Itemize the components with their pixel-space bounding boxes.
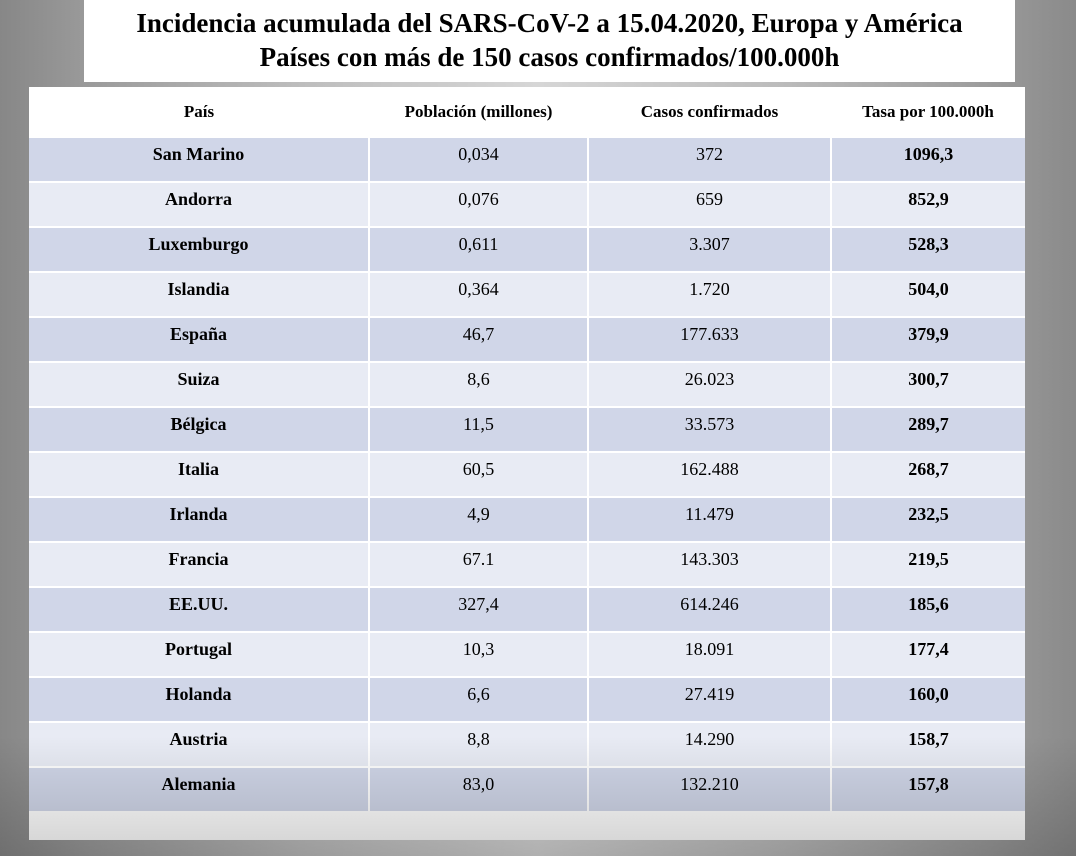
- table-row: [29, 632, 1025, 677]
- table-row: [29, 722, 1025, 767]
- table-cell-rate: 185,6: [831, 587, 1025, 632]
- table-cell-cases: 143.303: [588, 542, 831, 587]
- table-cell-population: 0,034: [369, 137, 588, 182]
- table-row: [29, 317, 1025, 362]
- table-cell-population: 8,6: [369, 362, 588, 407]
- table-cell-rate: 177,4: [831, 632, 1025, 677]
- table-cell-cases: 659: [588, 182, 831, 227]
- table-cell-cases: 162.488: [588, 452, 831, 497]
- chart-subtitle: Países con más de 150 casos confirmados/100.000h: [259, 42, 840, 72]
- table-cell-country: Austria: [29, 722, 369, 767]
- table-cell-cases: 11.479: [588, 497, 831, 542]
- table-cell-population: 67.1: [369, 542, 588, 587]
- table-cell-country: Francia: [29, 542, 369, 587]
- table-cell-population: 60,5: [369, 452, 588, 497]
- table-cell-country: Bélgica: [29, 407, 369, 452]
- table-cell-country: España: [29, 317, 369, 362]
- table-cell-cases: 33.573: [588, 407, 831, 452]
- column-header-country: País: [29, 87, 369, 137]
- table-cell-country: EE.UU.: [29, 587, 369, 632]
- incidence-table: [29, 87, 1025, 813]
- column-header-rate: Tasa por 100.000h: [831, 87, 1025, 137]
- table-cell-population: 83,0: [369, 767, 588, 812]
- table-row: [29, 542, 1025, 587]
- table-cell-population: 8,8: [369, 722, 588, 767]
- table-cell-cases: 26.023: [588, 362, 831, 407]
- table-cell-country: Islandia: [29, 272, 369, 317]
- table-cell-population: 11,5: [369, 407, 588, 452]
- table-cell-rate: 232,5: [831, 497, 1025, 542]
- table-row: [29, 182, 1025, 227]
- table-cell-country: Suiza: [29, 362, 369, 407]
- table-cell-country: Irlanda: [29, 497, 369, 542]
- table-cell-population: 10,3: [369, 632, 588, 677]
- table-cell-cases: 614.246: [588, 587, 831, 632]
- table-cell-population: 0,611: [369, 227, 588, 272]
- table-cell-country: San Marino: [29, 137, 369, 182]
- data-table-container: [29, 87, 1025, 840]
- table-cell-population: 4,9: [369, 497, 588, 542]
- table-row: [29, 587, 1025, 632]
- table-row: [29, 677, 1025, 722]
- table-row: [29, 272, 1025, 317]
- column-header-population: Población (millones): [369, 87, 588, 137]
- table-cell-cases: 3.307: [588, 227, 831, 272]
- table-cell-rate: 289,7: [831, 407, 1025, 452]
- table-cell-population: 0,076: [369, 182, 588, 227]
- table-header-row: [29, 87, 1025, 137]
- table-cell-cases: 18.091: [588, 632, 831, 677]
- table-row: [29, 407, 1025, 452]
- table-cell-country: Alemania: [29, 767, 369, 812]
- table-row: [29, 452, 1025, 497]
- table-cell-rate: 1096,3: [831, 137, 1025, 182]
- table-cell-cases: 14.290: [588, 722, 831, 767]
- table-row: [29, 227, 1025, 272]
- table-cell-cases: 372: [588, 137, 831, 182]
- table-cell-country: Holanda: [29, 677, 369, 722]
- table-cell-country: Italia: [29, 452, 369, 497]
- table-cell-cases: 1.720: [588, 272, 831, 317]
- table-cell-rate: 157,8: [831, 767, 1025, 812]
- table-row: [29, 137, 1025, 182]
- table-cell-rate: 219,5: [831, 542, 1025, 587]
- table-cell-cases: 132.210: [588, 767, 831, 812]
- table-row: [29, 362, 1025, 407]
- table-cell-country: Portugal: [29, 632, 369, 677]
- chart-title: Incidencia acumulada del SARS-CoV-2 a 15.04.2020, Europa y América: [136, 8, 963, 38]
- column-header-cases: Casos confirmados: [588, 87, 831, 137]
- table-cell-rate: 379,9: [831, 317, 1025, 362]
- table-row: [29, 767, 1025, 812]
- table-row: [29, 497, 1025, 542]
- table-cell-rate: 504,0: [831, 272, 1025, 317]
- table-cell-rate: 300,7: [831, 362, 1025, 407]
- table-cell-rate: 268,7: [831, 452, 1025, 497]
- table-cell-country: Andorra: [29, 182, 369, 227]
- table-cell-population: 0,364: [369, 272, 588, 317]
- table-cell-cases: 177.633: [588, 317, 831, 362]
- table-cell-population: 327,4: [369, 587, 588, 632]
- table-cell-rate: 160,0: [831, 677, 1025, 722]
- table-cell-population: 6,6: [369, 677, 588, 722]
- table-cell-population: 46,7: [369, 317, 588, 362]
- table-cell-rate: 852,9: [831, 182, 1025, 227]
- table-cell-cases: 27.419: [588, 677, 831, 722]
- title-box: [84, 0, 1015, 82]
- table-body: [29, 137, 1025, 812]
- table-cell-rate: 528,3: [831, 227, 1025, 272]
- table-cell-country: Luxemburgo: [29, 227, 369, 272]
- table-cell-rate: 158,7: [831, 722, 1025, 767]
